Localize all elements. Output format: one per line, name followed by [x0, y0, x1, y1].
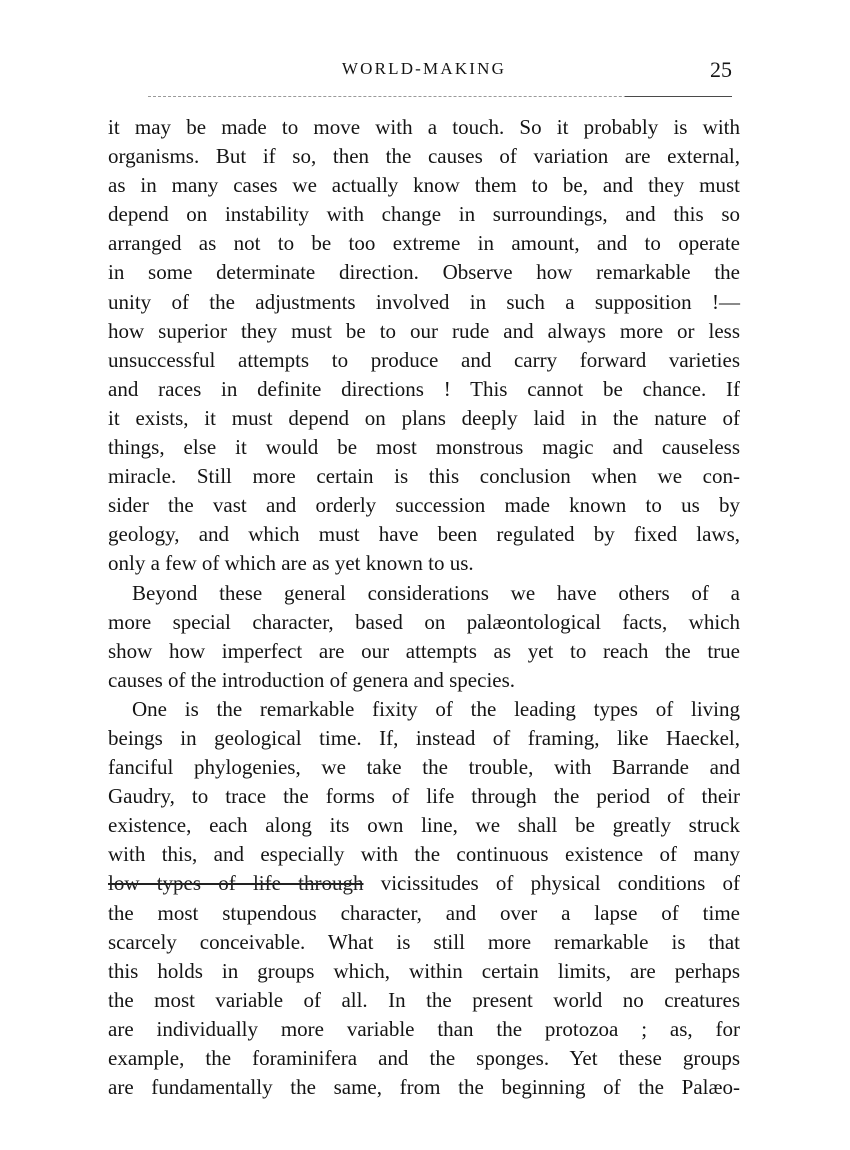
text-line: geology, and which must have been regulated by fixed laws,: [108, 522, 740, 547]
struck-text: low types of life through: [108, 871, 364, 896]
header-rule-solid: [625, 96, 732, 97]
text-line: show how imperfect are our attempts as yet to reach the true: [108, 638, 740, 663]
text-line: organisms. But if so, then the causes of variation are external,: [108, 144, 740, 169]
text-line: example, the foraminifera and the sponges. Yet these groups: [108, 1046, 740, 1070]
text-line: it exists, it must depend on plans deeply laid in the nature of: [108, 405, 740, 430]
running-head: [108, 57, 740, 87]
text-line: and races in definite directions ! This cannot be chance. If: [108, 376, 740, 401]
text-line: depend on instability with change in surroundings, and this so: [108, 202, 740, 227]
text-line-rest: vicissitudes of physical conditions of: [363, 871, 740, 896]
text-line: are fundamentally the same, from the beginning of the Palæo-: [108, 1075, 740, 1100]
text-line: are individually more variable than the protozoa ; as, for: [108, 1016, 740, 1041]
paragraph-1: [108, 113, 740, 579]
text-line: things, else it would be most monstrous magic and causeless: [108, 435, 740, 460]
text-line: miracle. Still more certain is this conclusion when we con-: [108, 464, 740, 489]
text-line: Gaudry, to trace the forms of life through the period of their: [108, 784, 740, 809]
text-line: arranged as not to be too extreme in amount, and to operate: [108, 231, 740, 256]
text-line: unsuccessful attempts to produce and carry forward varieties: [108, 347, 740, 372]
text-line: One is the remarkable fixity of the leading types of living: [132, 696, 740, 721]
text-line: it may be made to move with a touch. So it probably is with: [108, 115, 740, 139]
body-text: [108, 113, 740, 1102]
text-line: Beyond these general considerations we have others of a: [132, 580, 740, 605]
text-line-struck: [108, 869, 740, 898]
text-line: existence, each along its own line, we shall be greatly struck: [108, 813, 740, 838]
text-line: beings in geological time. If, instead of framing, like Haeckel,: [108, 725, 740, 750]
paragraph-2: [108, 579, 740, 695]
text-line: unity of the adjustments involved in such a supposition !—: [108, 289, 740, 314]
text-line: with this, and especially with the continuous existence of many: [108, 842, 740, 867]
text-line: this holds in groups which, within certain limits, are perhaps: [108, 958, 740, 983]
text-line: scarcely conceivable. What is still more remarkable is that: [108, 929, 740, 954]
text-line: causes of the introduction of genera and species.: [108, 667, 516, 692]
text-line: the most variable of all. In the present world no creatures: [108, 987, 740, 1012]
text-line: the most stupendous character, and over a lapse of time: [108, 900, 740, 925]
text-line: how superior they must be to our rude and always more or less: [108, 318, 740, 343]
text-line: sider the vast and orderly succession made known to us by: [108, 493, 740, 518]
paragraph-3: [108, 695, 740, 1102]
text-line: as in many cases we actually know them to be, and they must: [108, 173, 740, 198]
running-title: WORLD-MAKING: [341, 59, 507, 78]
text-line: in some determinate direction. Observe how remarkable the: [108, 260, 740, 285]
page-number: 25: [710, 57, 732, 82]
text-line: more special character, based on palæontological facts, which: [108, 609, 740, 634]
text-line: only a few of which are as yet known to us.: [108, 551, 474, 576]
text-line: fanciful phylogenies, we take the trouble, with Barrande and: [108, 755, 740, 780]
